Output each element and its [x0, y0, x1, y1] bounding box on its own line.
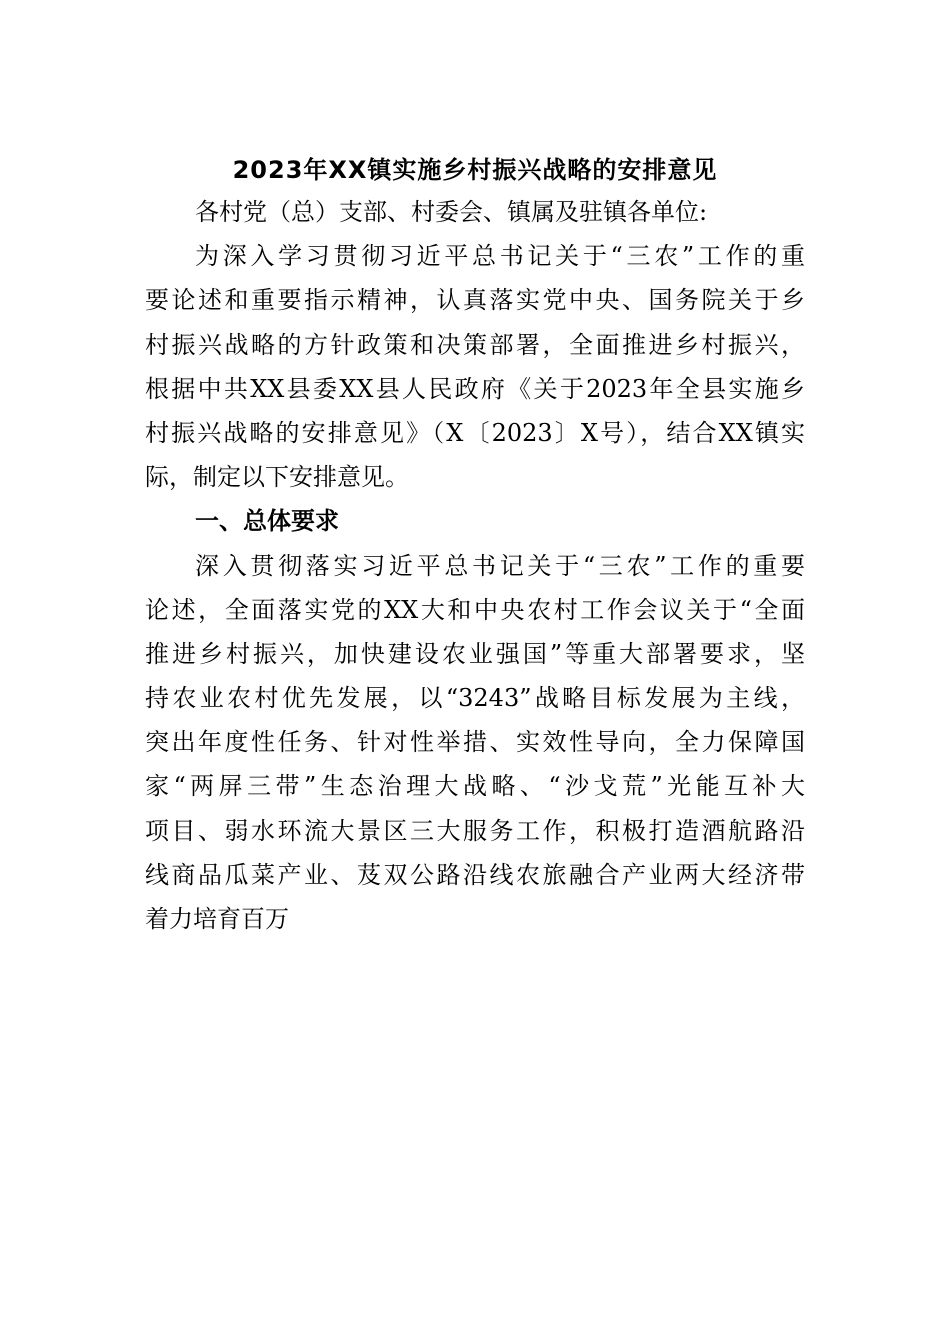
paragraph-line: 着力培育百万: [145, 905, 289, 933]
paragraph-line: 家“两屏三带”生态治理大战略、“沙戈荒”光能互补大: [145, 772, 805, 801]
document-title: 2023年XX镇实施乡村振兴战略的安排意见: [232, 156, 718, 184]
paragraph-line: 持农业农村优先发展，以“3243”战略目标发展为主线，: [145, 684, 805, 713]
paragraph-line: 际，制定以下安排意见。: [145, 463, 409, 492]
salutation: 各村党（总）支部、村委会、镇属及驻镇各单位:: [195, 198, 708, 226]
paragraph-line: 项目、弱水环流大景区三大服务工作，积极打造酒航路沿: [145, 816, 805, 845]
paragraph-line: 根据中共XX县委XX县人民政府《关于2023年全县实施乡: [145, 374, 805, 403]
paragraph-general-requirements: [145, 544, 805, 942]
paragraph-line: 推进乡村振兴，加快建设农业强国”等重大部署要求，坚: [145, 639, 805, 668]
paragraph-line: 深入贯彻落实习近平总书记关于“三农”工作的重要: [195, 551, 805, 580]
section-heading: 一、总体要求: [195, 507, 339, 536]
paragraph-line: 为深入学习贯彻习近平总书记关于“三农”工作的重: [195, 242, 805, 271]
paragraph-line: 村振兴战略的安排意见》（X〔2023〕X号），结合XX镇实: [145, 418, 805, 447]
paragraph-line: 村振兴战略的方针政策和决策部署，全面推进乡村振兴，: [145, 330, 805, 359]
document-body: [145, 190, 805, 941]
paragraph-intro: [145, 234, 805, 499]
paragraph-line: 线商品瓜菜产业、芨双公路沿线农旅融合产业两大经济带: [145, 860, 805, 889]
paragraph-line: 突出年度性任务、针对性举措、实效性导向，全力保障国: [145, 728, 805, 757]
paragraph-line: 要论述和重要指示精神，认真落实党中央、国务院关于乡: [145, 286, 805, 315]
paragraph-line: 论述，全面落实党的XX大和中央农村工作会议关于“全面: [145, 595, 805, 624]
